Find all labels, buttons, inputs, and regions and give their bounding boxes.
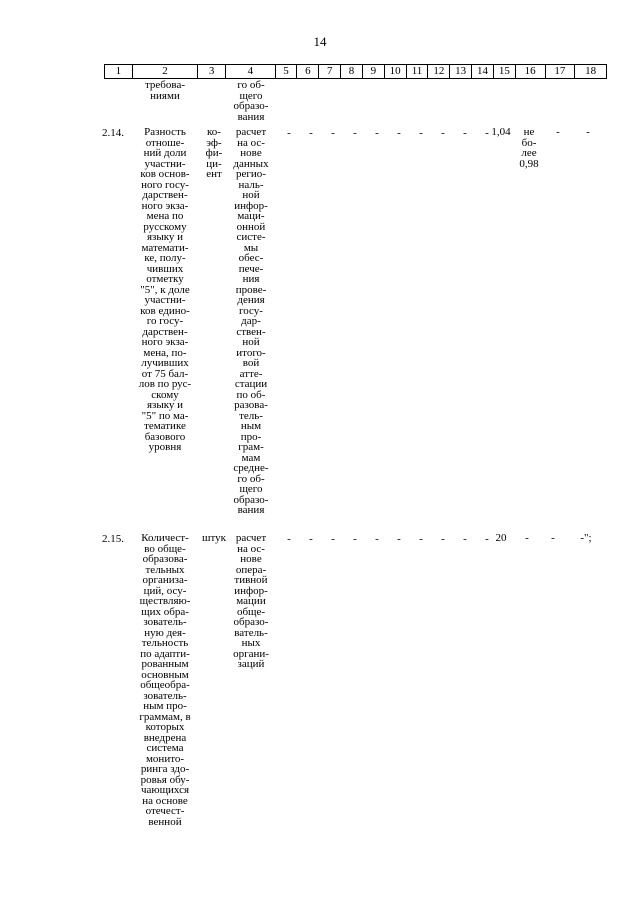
page-number: 14	[313, 34, 327, 49]
row-indicator: Количест- во обще- образова- тельных организа- ций, осу- ществляю- щих обра- зователь- ную дея- тельность по адапти- рованным основным общеобра- зователь- ным про- граммам, в которых внедрена система монито- ринга здо- ровья обу- чающихся на основе отечест- венной	[139, 532, 191, 828]
row-unit: ко- эф- фи- ци- ент	[205, 126, 223, 180]
row-value: -	[375, 127, 379, 139]
row-value: -	[309, 127, 313, 139]
header-col-6: 6	[297, 65, 319, 78]
row-value: -	[419, 127, 423, 139]
row-value: -	[287, 127, 291, 139]
header-col-11: 11	[407, 65, 429, 78]
row-value: -	[331, 533, 335, 545]
header-col-8: 8	[341, 65, 363, 78]
header-col-1: 1	[105, 65, 133, 78]
row-value: -	[463, 127, 467, 139]
header-col-12: 12	[428, 65, 450, 78]
row-col18: -	[586, 126, 590, 138]
row-value: -	[331, 127, 335, 139]
header-col-9: 9	[363, 65, 385, 78]
row-unit: штук	[202, 532, 226, 544]
row-value: -	[485, 533, 489, 545]
row-value: -	[375, 533, 379, 545]
header-col-16: 16	[516, 65, 546, 78]
row-col18: -";	[580, 532, 592, 544]
row-col17: -	[551, 532, 555, 544]
table-header	[104, 64, 607, 79]
header-col-15: 15	[494, 65, 516, 78]
header-col-13: 13	[450, 65, 472, 78]
row-value-2025: 1,04	[491, 126, 511, 138]
header-col-10: 10	[385, 65, 407, 78]
row-value: -	[441, 127, 445, 139]
header-col-2: 2	[133, 65, 198, 78]
row-value: -	[485, 127, 489, 139]
row-value-2025: 20	[495, 532, 507, 544]
row-col17: -	[556, 126, 560, 138]
row-number: 2.15.	[102, 533, 124, 545]
row-value: -	[419, 533, 423, 545]
row-method: расчет на ос- нове данных регио- наль- ной инфор- маци- онной систе- мы обес- пече- ния прове- дения госу- дар- ствен- ной итого- вой атте- стации по об- разова- тель- ным про- грам- мам средне- го об- щего образо- вания	[233, 126, 269, 516]
header-col-7: 7	[319, 65, 341, 78]
header-col-18: 18	[585, 65, 597, 77]
cont-col2: требова- ниями	[144, 79, 185, 102]
row-number: 2.14.	[102, 127, 124, 139]
row-value: -	[463, 533, 467, 545]
row-value: -	[353, 533, 357, 545]
cont-col4: го об- щего образо- вания	[233, 79, 269, 123]
header-col-3: 3	[198, 65, 226, 78]
header-col-14: 14	[472, 65, 494, 78]
row-value: -	[287, 533, 291, 545]
row-value: -	[353, 127, 357, 139]
row-value: -	[441, 533, 445, 545]
header-col-17: 17	[546, 65, 576, 78]
row-value: -	[397, 533, 401, 545]
row-value: -	[309, 533, 313, 545]
row-value: -	[397, 127, 401, 139]
header-col-5: 5	[276, 65, 298, 78]
row-value-2030: -	[525, 532, 529, 544]
row-method: расчет на ос- нове опера- тивной инфор- мации обще- образо- ватель- ных органи- заций	[233, 532, 269, 670]
header-col-4: 4	[226, 65, 276, 78]
row-indicator: Разность отноше- ний доли участни- ков основ- ного госу- дарствен- ного экза- мена по русскому языку и математи- ке, полу- чивших отметку "5", к доле участни- ков едино- го госу- дарствен- ного экза- мена, по- лучивших от 75 бал- лов по рус- скому языку и "5" по ма- тематике базового уровня	[138, 126, 192, 453]
row-value-2030: не бо- лее 0,98	[519, 126, 539, 170]
